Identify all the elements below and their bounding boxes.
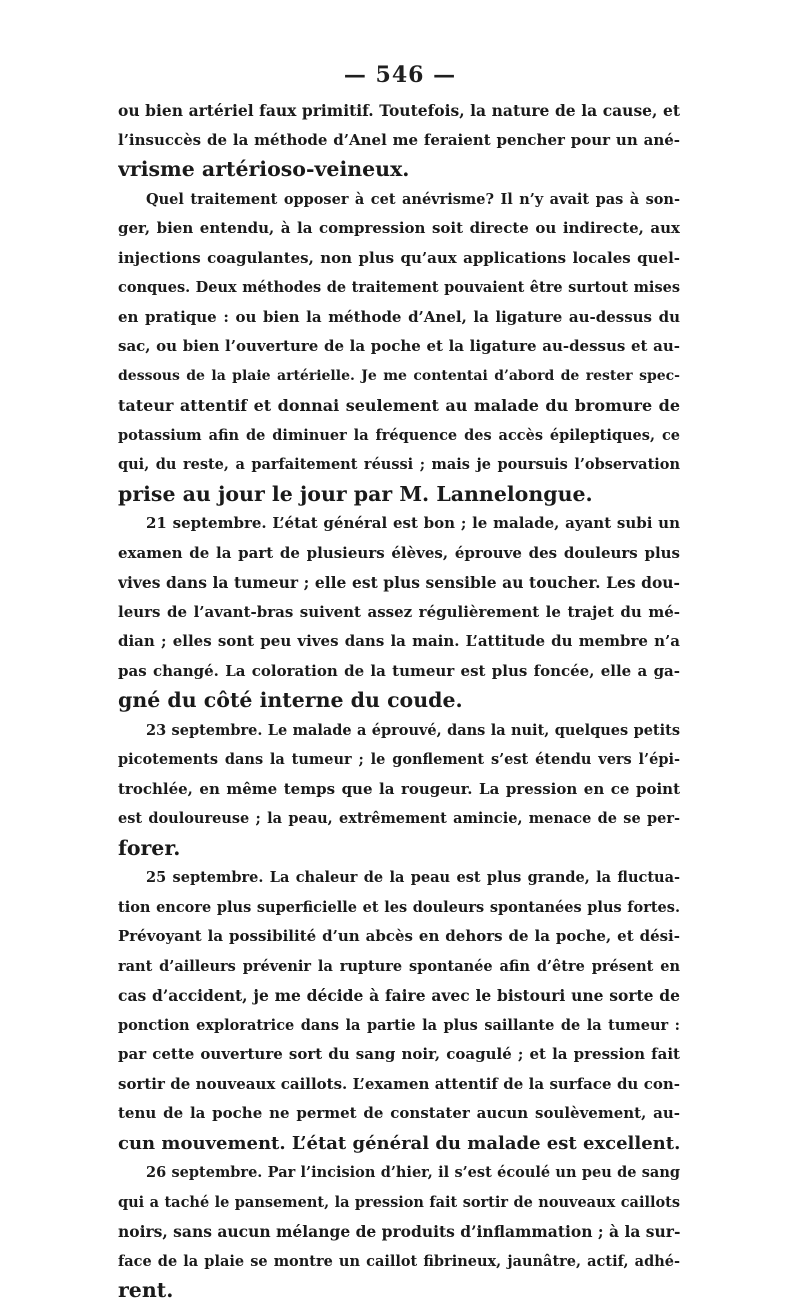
text-line: cas d’accident, je me décide à faire avec le bistouri une sorte de	[118, 986, 680, 1005]
text-line: 25 septembre. La chaleur de la peau est plus grande, la fluctua-	[146, 869, 680, 886]
body-text	[118, 96, 680, 1306]
text-line: noirs, sans aucun mélange de produits d’inflammation ; à la sur-	[118, 1222, 680, 1241]
text-line: Prévoyant la possibilité d’un abcès en dehors de la poche, et dési-	[118, 927, 680, 945]
text-line: trochlée, en même temps que la rougeur. La pression en ce point	[118, 779, 680, 798]
text-line: 23 septembre. Le malade a éprouvé, dans la nuit, quelques petits	[146, 721, 680, 739]
text-line: vives dans la tumeur ; elle est plus sensible au toucher. Les dou-	[118, 573, 680, 592]
text-line: pas changé. La coloration de la tumeur est plus foncée, elle a ga-	[118, 661, 680, 680]
text-line: rant d’ailleurs prévenir la rupture spontanée afin d’être présent en	[118, 957, 680, 975]
text-line: qui, du reste, a parfaitement réussi ; mais je poursuis l’observation	[118, 456, 680, 473]
text-line: 26 septembre. Par l’incision d’hier, il s’est écoulé un peu de sang	[146, 1164, 680, 1181]
text-line: examen de la part de plusieurs élèves, éprouve des douleurs plus	[118, 543, 680, 562]
text-line: ger, bien entendu, à la compression soit directe ou indirecte, aux	[118, 219, 680, 237]
text-line: ponction exploratrice dans la partie la plus saillante de la tumeur :	[118, 1016, 680, 1034]
text-line: forer.	[118, 835, 181, 860]
text-line: en pratique : ou bien la méthode d’Anel, la ligature au-dessus du	[118, 307, 680, 326]
text-line: injections coagulantes, non plus qu’aux applications locales quel-	[118, 248, 680, 267]
text-line: face de la plaie se montre un caillot fibrineux, jaunâtre, actif, adhé-	[118, 1252, 680, 1270]
text-line: dian ; elles sont peu vives dans la main. L’attitude du membre n’a	[118, 632, 680, 650]
text-line: gné du côté interne du coude.	[118, 688, 463, 712]
text-line: tenu de la poche ne permet de constater aucun soulèvement, au-	[118, 1104, 680, 1122]
page-number: — 546 —	[343, 62, 457, 88]
text-line: sortir de nouveaux caillots. L’examen attentif de la surface du con-	[118, 1074, 680, 1093]
text-line: qui a taché le pansement, la pression fait sortir de nouveaux caillots	[118, 1193, 680, 1211]
text-line: 21 septembre. L’état général est bon ; le malade, ayant subi un	[146, 514, 680, 532]
text-line: par cette ouverture sort du sang noir, coagulé ; et la pression fait	[118, 1045, 680, 1063]
text-line: tion encore plus superficielle et les douleurs spontanées plus fortes.	[118, 898, 680, 916]
text-line: leurs de l’avant-bras suivent assez régulièrement le trajet du mé-	[118, 602, 680, 621]
text-line: conques. Deux méthodes de traitement pouvaient être surtout mises	[118, 279, 680, 296]
text-line: Quel traitement opposer à cet anévrisme? Il n’y avait pas à son-	[146, 190, 680, 208]
text-line: tateur attentif et donnai seulement au malade du bromure de	[118, 396, 680, 415]
text-line: vrisme artérioso-veineux.	[118, 157, 410, 181]
text-line: l’insuccès de la méthode d’Anel me feraient pencher pour un ané-	[118, 130, 680, 149]
text-line: dessous de la plaie artérielle. Je me contentai d’abord de rester spec-	[118, 367, 680, 384]
text-line: prise au jour le jour par M. Lannelongue.	[118, 481, 593, 506]
text-line: picotements dans la tumeur ; le gonflement s’est étendu vers l’épi-	[118, 751, 680, 768]
text-line: potassium afin de diminuer la fréquence des accès épileptiques, ce	[118, 426, 680, 444]
text-line: rent.	[118, 1278, 174, 1302]
text-line: ou bien artériel faux primitif. Toutefois, la nature de la cause, et	[118, 101, 680, 120]
text-line: cun mouvement. L’état général du malade est excellent.	[118, 1132, 680, 1154]
text-line: sac, ou bien l’ouverture de la poche et la ligature au-dessus et au-	[118, 337, 680, 355]
text-line: est douloureuse ; la peau, extrêmement amincie, menace de se per-	[118, 810, 680, 827]
